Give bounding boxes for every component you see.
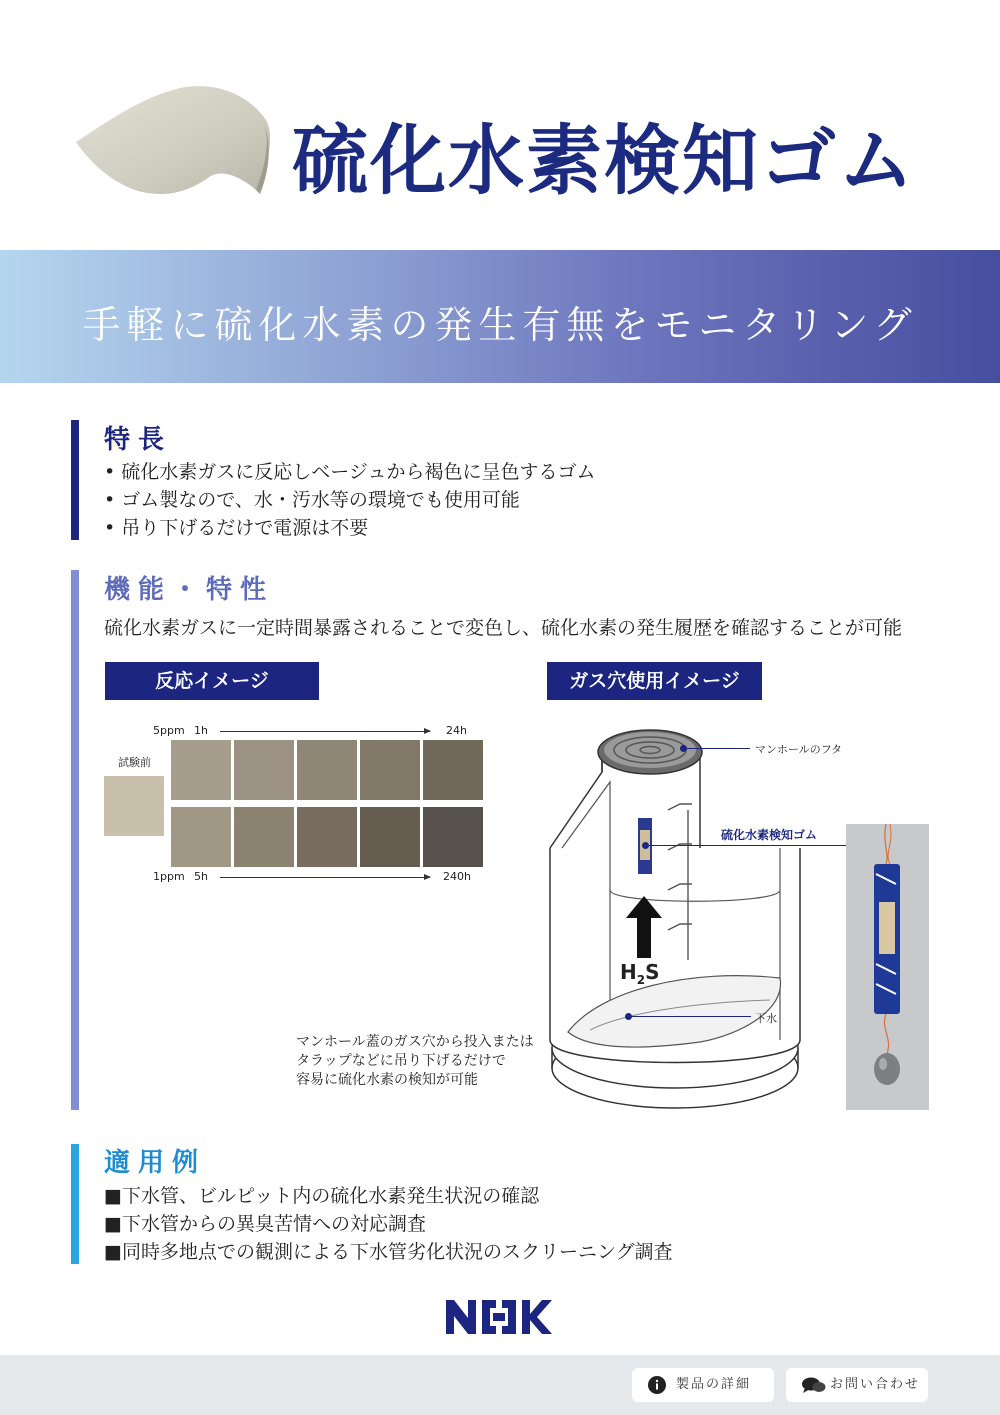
banner-text: 手軽に硫化水素の発生有無をモニタリング bbox=[82, 303, 918, 347]
row2-arrow bbox=[220, 877, 430, 878]
chat-bubbles-icon bbox=[802, 1376, 826, 1394]
color-swatch bbox=[360, 807, 420, 867]
color-swatch bbox=[423, 740, 483, 800]
color-swatch bbox=[171, 740, 231, 800]
features-title: 特長 bbox=[104, 425, 173, 455]
applications-list bbox=[104, 1182, 673, 1266]
callout-line-lid bbox=[684, 748, 750, 749]
usage-note bbox=[296, 1033, 534, 1090]
hanging-rubber-photo bbox=[846, 824, 929, 1110]
info-icon bbox=[648, 1376, 666, 1394]
color-swatch bbox=[360, 740, 420, 800]
reaction-label: 反応イメージ bbox=[105, 662, 319, 700]
usage-note-line: 容易に硫化水素の検知が可能 bbox=[296, 1072, 478, 1088]
features-item: • 硫化水素ガスに反応しベージュから褐色に呈色するゴム bbox=[104, 461, 596, 483]
features-item: • ゴム製なので、水・汚水等の環境でも使用可能 bbox=[104, 489, 520, 511]
callout-line-rubber bbox=[646, 845, 846, 846]
row1-conc: 5ppm bbox=[153, 724, 185, 737]
color-swatch bbox=[297, 740, 357, 800]
row1-end: 24h bbox=[446, 724, 467, 737]
row2-start: 5h bbox=[194, 870, 208, 883]
usage-note-line: マンホール蓋のガス穴から投入または bbox=[296, 1034, 534, 1050]
footer bbox=[0, 1355, 1000, 1415]
product-photo bbox=[846, 824, 929, 1110]
callout-rubber: 硫化水素検知ゴム bbox=[721, 828, 818, 842]
applications-title: 適用例 bbox=[104, 1148, 207, 1178]
color-swatch bbox=[171, 807, 231, 867]
callout-sewage: 下水 bbox=[755, 1012, 777, 1025]
contact-label: お問い合わせ bbox=[830, 1377, 921, 1392]
features-bar bbox=[71, 420, 79, 540]
applications-item: ■下水管、ビルピット内の硫化水素発生状況の確認 bbox=[104, 1185, 540, 1207]
contact-button[interactable] bbox=[786, 1368, 928, 1402]
features-list bbox=[104, 458, 596, 542]
function-title: 機能・特性 bbox=[104, 575, 275, 605]
rubber-sheet-image bbox=[70, 80, 275, 200]
manhole-illustration bbox=[540, 710, 843, 1120]
callout-line-sewage bbox=[629, 1016, 751, 1017]
applications-item: ■同時多地点での観測による下水管劣化状況のスクリーニング調査 bbox=[104, 1241, 673, 1263]
swatch-before bbox=[104, 776, 164, 836]
function-bar bbox=[71, 570, 79, 1110]
row1-arrow bbox=[220, 731, 430, 732]
header bbox=[0, 0, 1000, 250]
gas-hole-label: ガス穴使用イメージ bbox=[547, 662, 762, 700]
usage-note-line: タラップなどに吊り下げるだけで bbox=[296, 1053, 506, 1069]
color-swatch bbox=[297, 807, 357, 867]
color-swatch bbox=[234, 740, 294, 800]
before-label: 試験前 bbox=[118, 756, 151, 769]
color-swatch bbox=[423, 807, 483, 867]
product-details-label: 製品の詳細 bbox=[676, 1377, 752, 1392]
main-title: 硫化水素検知ゴム bbox=[292, 116, 916, 205]
nok-logo bbox=[446, 1300, 554, 1334]
row2-conc: 1ppm bbox=[153, 870, 185, 883]
row1-start: 1h bbox=[194, 724, 208, 737]
applications-item: ■下水管からの異臭苦情への対応調査 bbox=[104, 1213, 426, 1235]
row2-end: 240h bbox=[443, 870, 471, 883]
banner bbox=[0, 250, 1000, 383]
features-item: • 吊り下げるだけで電源は不要 bbox=[104, 517, 369, 539]
callout-lid: マンホールのフタ bbox=[755, 743, 843, 756]
h2s-sub: 2 bbox=[636, 973, 646, 987]
product-details-button[interactable] bbox=[632, 1368, 774, 1402]
h2s-s: S bbox=[645, 960, 660, 984]
h2s-label bbox=[620, 960, 660, 987]
h2s-h: H bbox=[620, 960, 637, 984]
function-description: 硫化水素ガスに一定時間暴露されることで変色し、硫化水素の発生履歴を確認することが可能 bbox=[104, 617, 903, 639]
color-swatch bbox=[234, 807, 294, 867]
applications-bar bbox=[71, 1144, 79, 1264]
